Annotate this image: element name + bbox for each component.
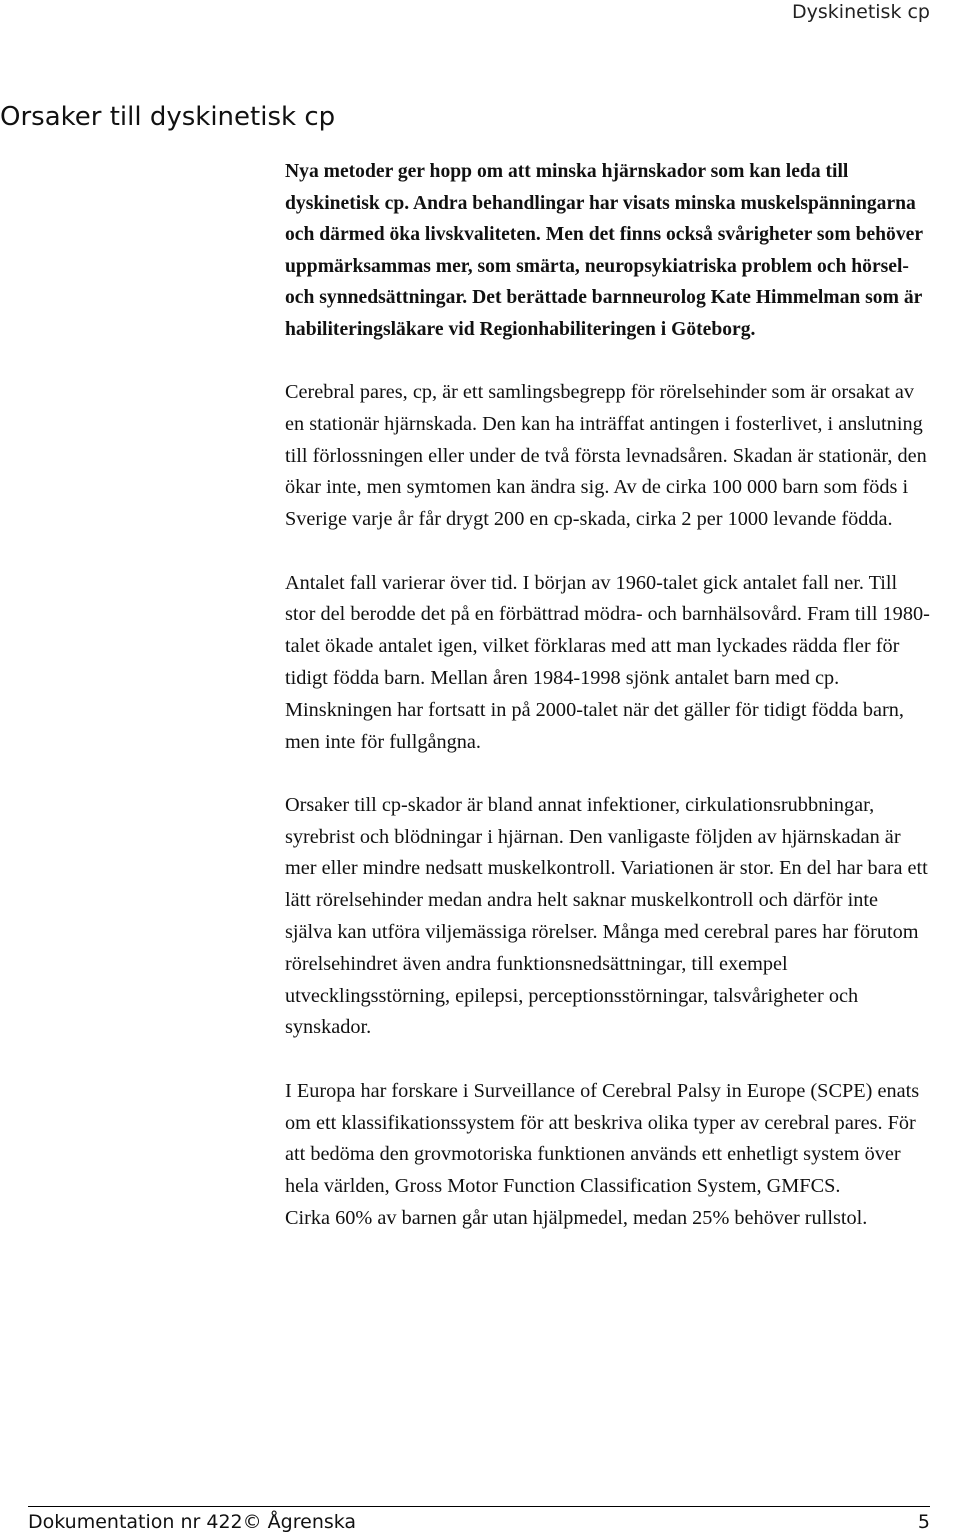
paragraph-mobility: Cirka 60% av barnen går utan hjälpmedel, medan 25% behöver rullstol. <box>285 1206 868 1229</box>
paragraph-causes: Orsaker till cp-skador är bland annat infektioner, cirkulationsrubbningar, syrebrist och blödningar i hjärnan. Den vanligaste följden av hjärnskadan är mer eller mindre nedsatt muskelkontroll. Variationen är stor. En del har bara ett lätt rörelsehinder medan andra helt saknar muskelkontroll och därför inte själva kan utföra viljemässiga rörelser. Många med cerebral pares har förutom rörelsehindret även andra funktionsnedsättningar, till exempel utvecklingsstörning, epilepsi, perceptionsstörningar, talsvårigheter och synskador. <box>285 793 928 1039</box>
footer-page-number: 5 <box>917 1511 930 1533</box>
article-body <box>285 156 930 1235</box>
running-header: Dyskinetisk cp <box>792 1 930 23</box>
footer-publication: Dokumentation nr 422© Ågrenska <box>28 1511 357 1533</box>
paragraph-prevalence-trend: Antalet fall varierar över tid. I början av 1960-talet gick antalet fall ner. Till stor del berodde det på en förbättrad mödra- och barnhälsovård. Fram till 1980-talet ökade antalet igen, vilket förklaras med att man lyckades rädda fler för tidigt födda barn. Mellan åren 1984-1998 sjönk antalet barn med cp. Minskningen har fortsatt in på 2000-talet när det gäller för tidigt födda barn, men inte för fullgångna. <box>285 571 930 753</box>
paragraph-classification: I Europa har forskare i Surveillance of Cerebral Palsy in Europe (SCPE) enats om ett klassifikationssystem för att beskriva olika typer av cerebral pares. För att bedöma den grovmotoriska funktionen används ett enhetligt system över hela världen, Gross Motor Function Classification System, GMFCS. <box>285 1079 920 1198</box>
page-footer <box>28 1506 930 1535</box>
page-title: Orsaker till dyskinetisk cp <box>0 102 336 132</box>
paragraph-cp-definition: Cerebral pares, cp, är ett samlingsbegrepp för rörelsehinder som är orsakat av en stationär hjärnskada. Den kan ha inträffat antingen i fosterlivet, i anslutning till förlossningen eller under de två första levnadsåren. Skadan är stationär, den ökar inte, men symtomen kan ändra sig. Av de cirka 100 000 barn som föds i Sverige varje år får drygt 200 en cp-skada, cirka 2 per 1000 levande födda. <box>285 381 927 531</box>
lead-paragraph: Nya metoder ger hopp om att minska hjärnskador som kan leda till dyskinetisk cp. Andra behandlingar har visats minska muskelspänningarna och därmed öka livskvaliteten. Men det finns också svårigheter som behöver uppmärksammas mer, som smärta, neuropsykiatriska problem och hörsel- och synnedsättningar. Det berättade barnneurolog Kate Himmelman som är habiliteringsläkare vid Regionhabiliteringen i Göteborg. <box>285 161 923 340</box>
